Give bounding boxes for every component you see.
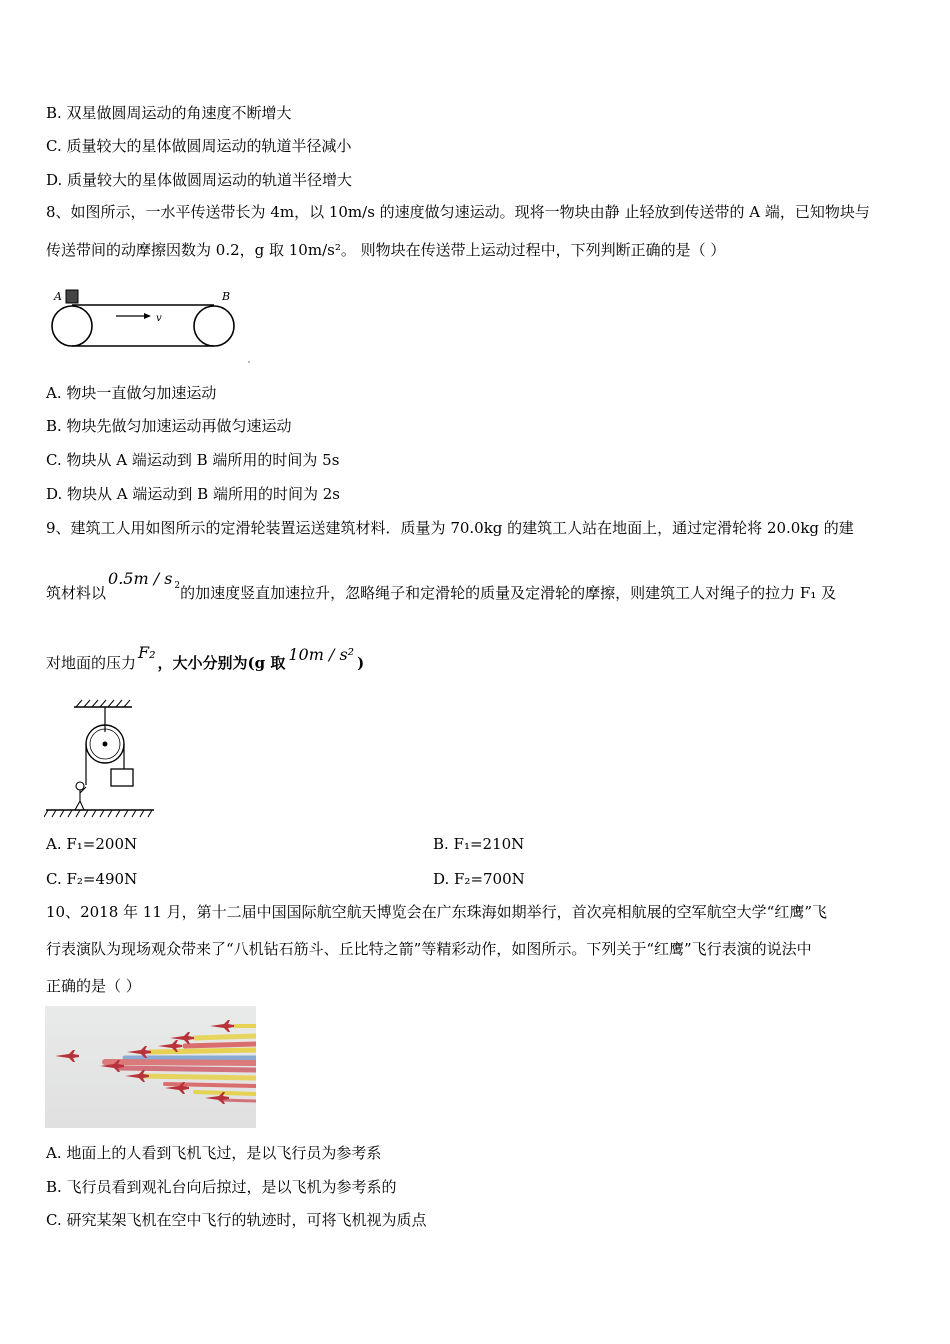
q8-stem-line1: 8、如图所示，一水平传送带长为 4m，以 10m/s 的速度做匀速运动。现将一物块由静 止轻放到传送带的 A 端，已知物块与: [46, 203, 870, 221]
q10-stem-line3: 正确的是（ ）: [46, 977, 141, 995]
q10-option-c: C. 研究某架飞机在空中飞行的轨迹时，可将飞机视为质点: [46, 1211, 427, 1229]
q9-stem-line1: 9、建筑工人用如图所示的定滑轮装置运送建筑材料．质量为 70.0kg 的建筑工人站在地面上，通过定滑轮将 20.0kg 的建: [46, 519, 854, 537]
q9-stem-line3-pre: 对地面的压力: [46, 654, 137, 672]
q8-option-b: B. 物块先做匀加速运动再做匀速运动: [46, 417, 292, 435]
material-box: [111, 769, 133, 786]
conveyor-belt-figure: [48, 285, 253, 365]
acceleration-exponent: 2: [174, 581, 181, 591]
worker-icon: [75, 782, 86, 810]
pressure-symbol: F₂: [138, 643, 156, 662]
aerobatic-team-photo: [45, 1006, 256, 1128]
q10-option-b: B. 飞行员看到观礼台向后掠过，是以飞机为参考系的: [46, 1178, 397, 1196]
figure-label-a: A: [54, 290, 62, 303]
q8-option-d: D. 物块从 A 端运动到 B 端所用的时间为 2s: [46, 485, 340, 503]
q9-option-a: A. F₁=200N: [46, 835, 138, 853]
acceleration-value: 0.5m / s: [108, 569, 173, 588]
q10-option-a: A. 地面上的人看到飞机飞过，是以飞行员为参考系: [46, 1144, 382, 1162]
q9-stem-line2-pre: 筑材料以: [46, 584, 107, 602]
pulley-figure: [44, 697, 159, 822]
q8-option-c: C. 物块从 A 端运动到 B 端所用的时间为 5s: [46, 451, 340, 469]
q9-stem-line2-post: 的加速度竖直加速拉升，忽略绳子和定滑轮的质量及定滑轮的摩擦，则建筑工人对绳子的拉力 F₁ 及: [180, 584, 837, 602]
q9-option-b: B. F₁=210N: [433, 835, 525, 853]
figure-label-b: B: [222, 290, 231, 303]
q9-stem-line3-post: ): [357, 654, 365, 672]
q8-stem-line2: 传送带间的动摩擦因数为 0.2，g 取 10m/s²。 则物块在传送带上运动过程中，下列判断正确的是（ ）: [46, 241, 726, 259]
q10-stem-line1: 10、2018 年 11 月，第十二届中国国际航空航天博览会在广东珠海如期举行，首次亮相航展的空军航空大学“红鹰”飞: [46, 903, 827, 921]
gravity-value: 10m / s²: [288, 645, 355, 664]
q8-option-a: A. 物块一直做匀加速运动: [46, 384, 217, 402]
q9-stem-line2: [46, 569, 837, 603]
q9-option-c: C. F₂=490N: [46, 870, 138, 888]
q7-option-d: D. 质量较大的星体做圆周运动的轨道半径增大: [46, 171, 353, 189]
left-roller: [52, 306, 92, 346]
block-icon: [66, 290, 78, 303]
q9-stem-line3: [46, 643, 365, 673]
q9-stem-line3-mid: ，大小分别为(g 取: [157, 654, 286, 672]
q7-option-b: B. 双星做圆周运动的角速度不断增大: [46, 104, 292, 122]
q9-option-d: D. F₂=700N: [433, 870, 525, 888]
q7-option-c: C. 质量较大的星体做圆周运动的轨道半径减小: [46, 137, 352, 155]
q10-stem-line2: 行表演队为现场观众带来了“八机钻石筋斗、丘比特之箭”等精彩动作，如图所示。下列关于“红鹰”飞行表演的说法中: [46, 940, 812, 958]
figure-label-v: v: [156, 313, 162, 324]
right-roller: [194, 306, 234, 346]
